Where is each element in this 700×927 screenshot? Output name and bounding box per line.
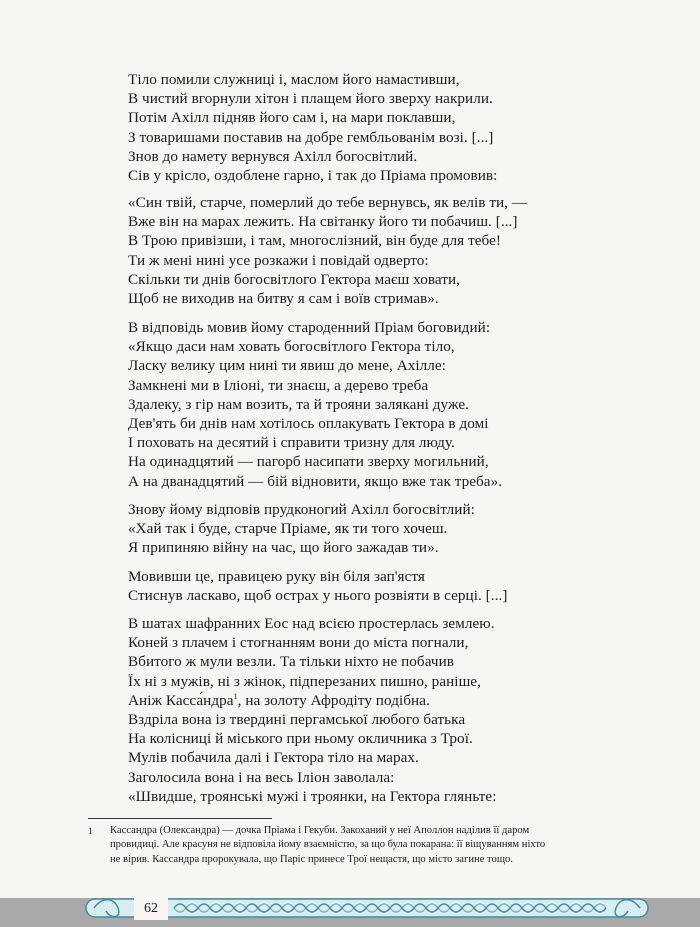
poem-line: І поховать на десятий і справити тризну для люду. bbox=[128, 434, 455, 452]
poem-line: В чистий вгорнули хітон і плащем його зверху накрили. bbox=[128, 90, 493, 108]
poem-line: Вздріла вона із твердині пергамської любого батька bbox=[128, 710, 466, 728]
poem-line: Щоб не виходив на битву я сам і воїв стримав». bbox=[128, 289, 439, 307]
poem-line: Мулів побачила далі і Гектора тіло на марах. bbox=[128, 749, 419, 767]
page-number: 62 bbox=[134, 898, 168, 920]
poem-line: Вже він на марах лежить. На світанку його ти побачиш. [...] bbox=[128, 213, 518, 231]
poem-line: Стиснув ласкаво, щоб острах у нього розвіяти в серці. [...] bbox=[128, 587, 508, 605]
poem-line: «Швидше, троянські мужі і троянки, на Гектора гляньте: bbox=[128, 787, 497, 805]
stanza-2 bbox=[128, 193, 628, 308]
poem-line: А на дванадцятий — бій відновити, якщо вже так треба». bbox=[128, 472, 503, 490]
footnote-line: не вірив. Кассандра пророкувала, що Паріс принесе Трої нещастя, що місто загине тощо. bbox=[110, 853, 513, 865]
poem-line: «Якщо даси нам ховать богосвітлого Гектора тіло, bbox=[128, 338, 455, 356]
poem-line: Тіло помили служниці і, маслом його намастивши, bbox=[128, 71, 460, 88]
poem-line: Ти ж мені нині усе розкажи і повідай одверто: bbox=[128, 251, 429, 269]
poem-line: Ласку велику цим нині ти явиш до мене, Ахілле: bbox=[128, 357, 446, 375]
poem-line: Знову йому відповів прудконогий Ахілл богосвітлий: bbox=[128, 501, 475, 518]
poem-line: З товаришами поставив на добре гембльованім возі. [...] bbox=[128, 128, 494, 146]
stanza-1 bbox=[128, 70, 628, 185]
poem-line: Вбитого ж мули везли. Та тільки ніхто не побачив bbox=[128, 653, 454, 671]
stanza-4 bbox=[128, 500, 628, 558]
stanza-3 bbox=[128, 318, 628, 491]
poem-line: Замкнені ми в Іліоні, ти знаєш, а дерево треба bbox=[128, 376, 429, 394]
ornament-border bbox=[84, 893, 650, 923]
poem-line: Дев'ять би днів нам хотілось оплакувать Гектора в домі bbox=[128, 414, 489, 432]
cassandra-line-rest: , на золоту Афродіту подібна. bbox=[237, 691, 430, 709]
stanza-5 bbox=[128, 567, 628, 605]
poem-line-cassandra bbox=[128, 691, 628, 710]
cassandra-name: Аніж Касса́ндра bbox=[128, 691, 234, 709]
poem-line: «Син твій, старче, померлий до тебе вернувсь, як велів ти, — bbox=[128, 194, 528, 211]
poem-line: Заголосила вона і на весь Іліон заволала: bbox=[128, 768, 395, 786]
poem-line: Мовивши це, правицею руку він біля зап'ястя bbox=[128, 568, 425, 585]
poem-line: Я припиняю війну на час, що його зажадав ти». bbox=[128, 539, 439, 557]
poem-line: В Трою привізши, і там, многослізний, він буде для тебе! bbox=[128, 232, 502, 250]
footnote bbox=[88, 824, 640, 867]
footnote-mark: 1 bbox=[88, 826, 93, 836]
poem-line: Скільки ти днів богосвітлого Гектора маєш ховати, bbox=[128, 270, 460, 288]
poem-line: На одинадцятий — пагорб насипати зверху могильний, bbox=[128, 453, 489, 471]
poem-line: Здалеку, з гір нам возить, та й трояни залякані дуже. bbox=[128, 395, 469, 413]
footnote-divider bbox=[88, 818, 272, 819]
poem-line: В відповідь мовив йому староденний Пріам боговидий: bbox=[128, 319, 491, 336]
poem-line: Коней з плачем і стогнанням вони до міста погнали, bbox=[128, 634, 469, 652]
poem-line: Знов до намету вернувся Ахілл богосвітлий. bbox=[128, 147, 418, 165]
stanza-6 bbox=[128, 614, 628, 806]
poem-line: Сів у крісло, оздоблене гарно, і так до Пріама промовив: bbox=[128, 166, 498, 184]
poem-line: «Хай так і буде, старче Пріаме, як ти того хочеш. bbox=[128, 520, 448, 538]
poem-line: Потім Ахілл підняв його сам і, на мари поклавши, bbox=[128, 109, 456, 127]
footnote-reference[interactable]: 1 bbox=[233, 691, 238, 701]
poem-line: В шатах шафранних Еос над всією простерлась землею. bbox=[128, 615, 495, 632]
footnote-line: Кассандра (Олександра) — дочка Пріама і Гекуби. Закоханий у неї Аполлон наділив її даром bbox=[110, 825, 530, 836]
poem-line: Їх ні з мужів, ні з жінок, підперезаних пишно, раніше, bbox=[128, 672, 481, 690]
footnote-text bbox=[88, 824, 640, 867]
footnote-line: провидиці. Але красуня не відповіла йому взаємністю, за що була покарана: її віщуванням ніхто bbox=[110, 839, 546, 851]
poem-line: На колісниці й міського при ньому окличника з Трої. bbox=[128, 730, 473, 748]
